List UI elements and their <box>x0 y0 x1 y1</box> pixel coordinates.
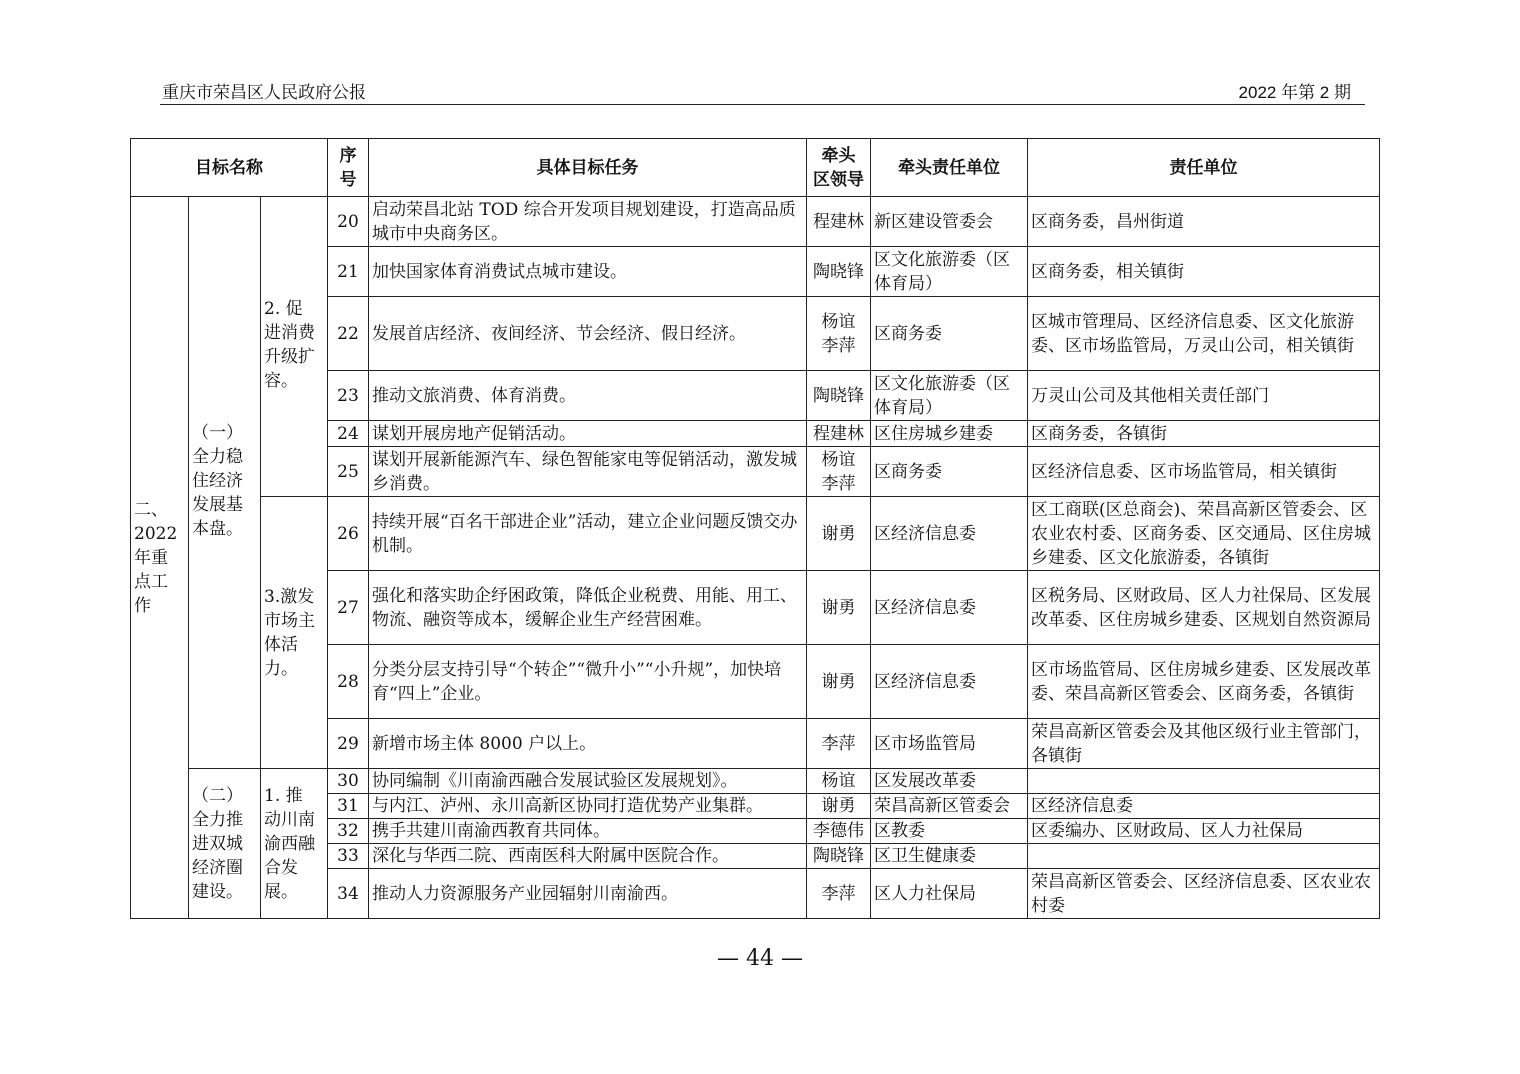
col-header-seq-line: 序 <box>339 145 357 166</box>
col-header-task: 具体目标任务 <box>369 139 807 197</box>
row-units: 区经济信息委、区市场监管局，相关镇街 <box>1028 447 1380 497</box>
row-task: 发展首店经济、夜间经济、节会经济、假日经济。 <box>369 297 807 371</box>
row-seq: 30 <box>328 769 369 794</box>
row-units: 区市场监管局、区住房城乡建委、区发展改革委、荣昌高新区管委会、区商务委，各镇街 <box>1028 645 1380 719</box>
row-leader: 谢勇 <box>807 794 871 819</box>
subgroup-label <box>261 769 328 919</box>
row-leader <box>807 297 871 371</box>
row-leader: 李德伟 <box>807 819 871 844</box>
row-lead-unit: 区商务委 <box>871 297 1028 371</box>
row-units: 区工商联(区总商会)、荣昌高新区管委会、区农业农村委、区商务委、区交通局、区住房城乡建委、区文化旅游委，各镇街 <box>1028 497 1380 571</box>
row-task: 推动文旅消费、体育消费。 <box>369 371 807 421</box>
col-header-seq-line: 号 <box>339 169 357 190</box>
group-label-line: 进双城 <box>192 833 243 854</box>
row-task: 分类分层支持引导“个转企”“微升小”“小升规”，加快培育“四上”企业。 <box>369 645 807 719</box>
row-units: 荣昌高新区管委会及其他区级行业主管部门，各镇街 <box>1028 719 1380 769</box>
row-task: 启动荣昌北站 TOD 综合开发项目规划建设，打造高品质城市中央商务区。 <box>369 197 807 247</box>
group-label-line: （一） <box>192 423 243 443</box>
row-task: 持续开展“百名干部进企业”活动，建立企业问题反馈交办机制。 <box>369 497 807 571</box>
row-task: 携手共建川南渝西教育共同体。 <box>369 819 807 844</box>
row-seq: 21 <box>328 247 369 297</box>
level1-label-line: 二、 <box>134 499 168 520</box>
subgroup-label-line: 2. 促 <box>264 299 303 319</box>
table-row <box>131 497 1380 571</box>
group-label-line: 发展基 <box>192 495 243 515</box>
row-lead-unit: 区市场监管局 <box>871 719 1028 769</box>
row-units: 区商务委，各镇街 <box>1028 421 1380 447</box>
row-leader: 谢勇 <box>807 497 871 571</box>
row-seq: 32 <box>328 819 369 844</box>
row-leader: 程建林 <box>807 421 871 447</box>
row-leader-name: 李萍 <box>821 335 856 356</box>
row-lead-unit: 区商务委 <box>871 447 1028 497</box>
row-task: 推动人力资源服务产业园辐射川南渝西。 <box>369 869 807 919</box>
level1-label-line: 作 <box>134 595 151 616</box>
row-lead-unit: 区经济信息委 <box>871 645 1028 719</box>
subgroup-label <box>261 197 328 497</box>
table-header-row <box>131 139 1380 197</box>
subgroup-label-line: 市场主 <box>264 610 315 631</box>
row-seq: 24 <box>328 421 369 447</box>
row-lead-unit: 区人力社保局 <box>871 869 1028 919</box>
group-label-line: 全力稳 <box>192 447 243 467</box>
target-task-table <box>130 138 1380 919</box>
row-units: 区城市管理局、区经济信息委、区文化旅游委、区市场监管局，万灵山公司，相关镇街 <box>1028 297 1380 371</box>
issue-number: 2022 年第 2 期 <box>1238 83 1351 102</box>
row-lead-unit: 区经济信息委 <box>871 497 1028 571</box>
col-header-leader-line: 区领导 <box>813 169 864 190</box>
subgroup-label-line: 展。 <box>264 881 298 902</box>
group-label-line: 建设。 <box>192 881 243 902</box>
level1-label-line: 2022 <box>134 523 178 544</box>
row-leader-name: 杨谊 <box>821 311 856 332</box>
row-leader: 陶晓锋 <box>807 371 871 421</box>
col-header-units: 责任单位 <box>1028 139 1380 197</box>
row-task: 协同编制《川南渝西融合发展试验区发展规划》。 <box>369 769 807 794</box>
subgroup-label-line: 体活 <box>264 634 298 655</box>
row-seq: 26 <box>328 497 369 571</box>
row-seq: 29 <box>328 719 369 769</box>
row-seq: 23 <box>328 371 369 421</box>
col-header-leader <box>807 139 871 197</box>
group-label-line: 住经济 <box>192 471 243 491</box>
page-number: — 44 — <box>717 946 803 971</box>
row-lead-unit: 区经济信息委 <box>871 571 1028 645</box>
row-lead-unit: 荣昌高新区管委会 <box>871 794 1028 819</box>
row-units <box>1028 769 1380 794</box>
row-lead-unit: 区住房城乡建委 <box>871 421 1028 447</box>
row-leader: 谢勇 <box>807 571 871 645</box>
row-lead-unit: 区文化旅游委（区体育局） <box>871 247 1028 297</box>
group-label <box>189 769 261 919</box>
row-seq: 31 <box>328 794 369 819</box>
subgroup-label-line: 3.激发 <box>264 586 315 607</box>
row-leader-name: 李萍 <box>821 473 856 494</box>
subgroup-label-line: 容。 <box>264 371 298 391</box>
row-seq: 28 <box>328 645 369 719</box>
row-units: 区税务局、区财政局、区人力社保局、区发展改革委、区住房城乡建委、区规划自然资源局 <box>1028 571 1380 645</box>
row-leader: 程建林 <box>807 197 871 247</box>
group-label-line: 本盘。 <box>192 519 243 539</box>
row-seq: 27 <box>328 571 369 645</box>
row-seq: 25 <box>328 447 369 497</box>
subgroup-label <box>261 497 328 769</box>
table-row <box>131 197 1380 247</box>
level1-label-line: 年重 <box>134 547 168 568</box>
row-task: 强化和落实助企纾困政策，降低企业税费、用能、用工、物流、融资等成本，缓解企业生产经营困难。 <box>369 571 807 645</box>
row-leader: 陶晓锋 <box>807 247 871 297</box>
row-leader: 谢勇 <box>807 645 871 719</box>
row-seq: 20 <box>328 197 369 247</box>
col-header-lead-unit: 牵头责任单位 <box>871 139 1028 197</box>
level1-label <box>131 197 189 919</box>
row-units: 区经济信息委 <box>1028 794 1380 819</box>
row-leader: 李萍 <box>807 869 871 919</box>
subgroup-label-line: 进消费 <box>264 323 315 343</box>
row-lead-unit: 区发展改革委 <box>871 769 1028 794</box>
subgroup-label-line: 动川南 <box>264 809 315 830</box>
row-task: 谋划开展房地产促销活动。 <box>369 421 807 447</box>
row-leader-name: 杨谊 <box>821 449 856 470</box>
row-lead-unit: 区卫生健康委 <box>871 844 1028 869</box>
row-task: 加快国家体育消费试点城市建设。 <box>369 247 807 297</box>
row-task: 谋划开展新能源汽车、绿色智能家电等促销活动，激发城乡消费。 <box>369 447 807 497</box>
row-lead-unit: 区教委 <box>871 819 1028 844</box>
row-units: 区委编办、区财政局、区人力社保局 <box>1028 819 1380 844</box>
row-units: 区商务委，昌州街道 <box>1028 197 1380 247</box>
subgroup-label-line: 力。 <box>264 658 298 679</box>
row-lead-unit: 新区建设管委会 <box>871 197 1028 247</box>
row-leader: 陶晓锋 <box>807 844 871 869</box>
row-task: 新增市场主体 8000 户以上。 <box>369 719 807 769</box>
group-label-line: 全力推 <box>192 809 243 830</box>
publication-title: 重庆市荣昌区人民政府公报 <box>162 83 366 103</box>
row-task: 与内江、泸州、永川高新区协同打造优势产业集群。 <box>369 794 807 819</box>
subgroup-label-line: 1. 推 <box>264 785 303 806</box>
table-row <box>131 769 1380 794</box>
subgroup-label-line: 合发 <box>264 857 298 878</box>
subgroup-label-line: 渝西融 <box>264 833 315 854</box>
group-label <box>189 197 261 769</box>
row-seq: 33 <box>328 844 369 869</box>
level1-label-line: 点工 <box>134 571 168 592</box>
row-task: 深化与华西二院、西南医科大附属中医院合作。 <box>369 844 807 869</box>
page-header <box>160 78 1365 105</box>
row-units: 万灵山公司及其他相关责任部门 <box>1028 371 1380 421</box>
row-leader <box>807 447 871 497</box>
row-units: 荣昌高新区管委会、区经济信息委、区农业农村委 <box>1028 869 1380 919</box>
row-units <box>1028 844 1380 869</box>
row-leader: 杨谊 <box>807 769 871 794</box>
row-units: 区商务委，相关镇街 <box>1028 247 1380 297</box>
col-header-seq <box>328 139 369 197</box>
group-label-line: 经济圈 <box>192 857 243 878</box>
row-seq: 34 <box>328 869 369 919</box>
row-leader: 李萍 <box>807 719 871 769</box>
row-lead-unit: 区文化旅游委（区体育局） <box>871 371 1028 421</box>
row-seq: 22 <box>328 297 369 371</box>
subgroup-label-line: 升级扩 <box>264 347 315 367</box>
col-header-leader-line: 牵头 <box>821 145 856 166</box>
group-label-line: （二） <box>192 785 243 806</box>
col-header-target-name: 目标名称 <box>131 139 328 197</box>
